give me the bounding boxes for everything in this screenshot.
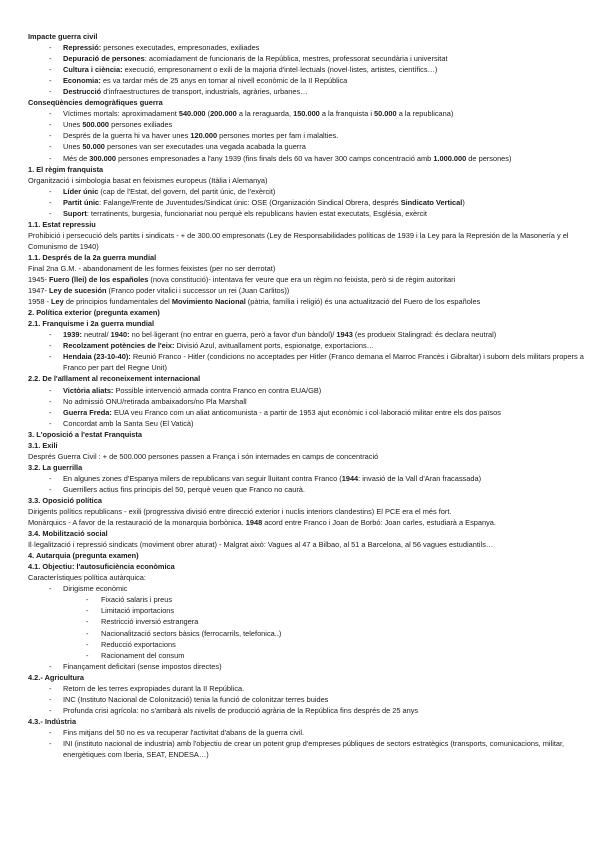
list-item: - Retorn de les terres expropiades durant la II República.: [49, 683, 245, 693]
list-item: - Líder únic (cap de l'Estat, del govern, del partit únic, de l'exèrcit): [49, 186, 276, 196]
list-item: - Finançament deficitari (sense impostos directes): [49, 661, 222, 671]
list-item: - Després de la guerra hi va haver unes 120.000 persones mortes per fam i malalties.: [49, 131, 339, 141]
section-title: 4.2.- Agricultura: [28, 672, 84, 682]
sub-list-item: - Racionament del consum: [86, 650, 185, 660]
document: [28, 31, 584, 760]
list-item: - 1939: neutral/ 1940: no bel·ligerant (no entrar en guerra, però a favor d'un bàndol)/ 1943 (es produeix Stalingrad: és declara neutral): [49, 330, 497, 340]
list-item: - Repressió: persones executades, empresonades, exiliades: [49, 43, 260, 53]
section-title: 2.1. Franquisme i 2a guerra mundial: [28, 319, 155, 329]
bullet: -: [49, 54, 52, 64]
list-item: - Més de 300.000 persones empresonades a l'any 1939 (fins finals dels 60 va haver 300 camps concentració amb 1.000.000 de persones): [49, 153, 512, 163]
paragraph: 1947- Ley de sucesión (Franco poder vitalici i successor un rei (Juan Carlitos)): [28, 286, 290, 296]
paragraph: 1958 - Ley de principios fundamentales del Movimiento Nacional (pàtria, família i religió) és una actualització del Fuero de los españoles: [28, 297, 481, 307]
list-item: - Destrucció d'infraestructures de transport, industrials, agràries, urbanes…: [49, 87, 308, 97]
section-title: 4.1. Objectiu: l'autosuficiència econòmica: [28, 562, 175, 572]
section-title: 3.4. Mobilització social: [28, 529, 108, 539]
list-item: - Victòria aliats: Possible intervenció armada contra Franco en contra EUA/GB): [49, 385, 322, 395]
list-item: - No admissió ONU/retirada ambaixadors/no Pla Marshall: [49, 396, 247, 406]
list-item: - INC (Instituto Nacional de Colonització) tenia la funció de colonitzar terres buides: [49, 694, 329, 704]
list-item: - Hendaia (23-10-40): Reunió Franco - Hitler (condicions no acceptades per Hitler (Franco demana el Marroc Francès i Gibraltar) i suborn dels militars propers a Franco per part del Regne Unit): [49, 352, 584, 373]
paragraph: Il·legalització i repressió sindicats (moviment obrer aturat) - Malgrat això: Vagues al 47 a Bilbao, al 51 a Barcelona, al 56 vagues estudiantils…: [28, 540, 494, 550]
list-item: - Recolzament potències de l'eix: Divisió Azul, avituallament ports, espionatge, exportacions…: [49, 341, 375, 351]
sub-list-item: - Reducció exportacions: [86, 639, 176, 649]
section-title: 2.2. De l'aïllament al reconeixement internacional: [28, 374, 201, 384]
section-title: 4.3.- Indústria: [28, 716, 77, 726]
section-title: 1. El règim franquista: [28, 164, 104, 174]
bullet: -: [49, 76, 52, 86]
bullet: -: [49, 65, 52, 75]
paragraph: 1945- Fuero (llei) de los españoles (nova constitució)- intentava fer veure que era un règim no feixista, però si de règim autoritari: [28, 275, 456, 285]
section-title: 4. Autarquia (pregunta examen): [28, 551, 139, 561]
section-title: 1.1. Estat repressiu: [28, 219, 96, 229]
list-item: - Guerra Freda: EUA veu Franco com un aliat anticomunista - a partir de 1953 ajut econòmic i col·laboració militar entre els dos països: [49, 407, 501, 417]
section-title: Impacte guerra civil: [28, 32, 98, 41]
section-title: 3.1. Exili: [28, 440, 58, 450]
paragraph: Organització i simbologia basat en feixismes europeus (Itàlia i Alemanya): [28, 175, 268, 185]
section-title: Conseqüències demogràfiques guerra: [28, 98, 163, 108]
list-item: - Concordat amb la Santa Seu (El Vaticà): [49, 418, 194, 428]
list-item: - Cultura i ciència: execució, empresonament o exili de la majoria d'intel·lectuals (novel·listes, artistes, científics…): [49, 65, 438, 75]
list-item: - Víctimes mortals: aproximadament 540.000 (200.000 a la reraguarda, 150.000 a la franquista i 50.000 a la republicana): [49, 109, 454, 119]
list-item: - Partit únic: Falange/Frente de Juventudes/Sindicat únic: OSE (Organización Sindical Obrera, després Sindicato Vertical): [49, 197, 465, 207]
section-title: 2. Política exterior (pregunta examen): [28, 308, 160, 318]
sub-list-item: - Restricció inversió estrangera: [86, 617, 199, 627]
section-title: 3. L'oposició a l'estat Franquista: [28, 429, 142, 439]
paragraph: Dirigents polítics republicans - exili (progressiva divisió entre direcció exterior i nuclis interiors clandestins) El PCE era el més fort.: [28, 507, 452, 517]
list-item: - Guerrillers actius fins principis del 50, perquè veuen que Franco no caurà.: [49, 484, 305, 494]
list-item: - Dirigisme econòmic: [49, 584, 128, 594]
paragraph: Característiques política autàrquica:: [28, 573, 146, 583]
list-item: - Economia: es va tardar més de 25 anys en tornar al nivell econòmic de la II República: [49, 76, 348, 86]
list-item: - En algunes zones d'Espanya milers de republicans van seguir lluitant contra Franco (1944: invasió de la Vall d'Aran fracassada): [49, 473, 482, 483]
sub-list-item: - Limitació importacions: [86, 606, 175, 616]
section-title: 3.2. La guerrilla: [28, 462, 83, 472]
list-item: - Profunda crisi agrícola: no s'arribarà als nivells de producció agrària de la República fins després de 25 anys: [49, 705, 419, 715]
list-item: - Unes 50.000 persones van ser executades una vegada acabada la guerra: [49, 142, 306, 152]
section-title: 1.1. Després de la 2a guerra mundial: [28, 252, 157, 262]
paragraph: Monàrquics - A favor de la restauració de la monarquia borbònica. 1948 acord entre Franco i Joan de Borbó: Joan carles, estudiarà a Espanya.: [28, 518, 496, 528]
list-item: - Fins mitjans del 50 no es va recuperar l'activitat d'abans de la guerra civil.: [49, 727, 305, 737]
paragraph: Final 2na G.M. - abandonament de les formes feixistes (per no ser derrotat): [28, 263, 276, 273]
bullet: -: [49, 43, 52, 53]
list-item: - Unes 500.000 persones exiliades: [49, 120, 173, 130]
list-item: - Suport: terratinents, burgesia, funcionariat nou perquè els republicans havien estat executats, Església, exèrcit: [49, 208, 427, 218]
paragraph: Després Guerra Civil : + de 500.000 persones passen a França i són internades en camps de concentració: [28, 451, 379, 461]
paragraph: Prohibició i persecució dels partits i sindicats - + de 300.00 empresonats (Ley de Responsabilidades políticas de 1939 i la Ley para la Represión de la Masonería y el Comunismo de 1940): [28, 230, 569, 251]
list-item: - INI (instituto nacional de industria) amb l'objectiu de crear un potent grup d'empreses públiques de sectors estratègics (transports, comunicacions, militar, energètiques com Iberia, SEAT, ENDESA…): [49, 739, 565, 760]
sub-list-item: - Fixació salaris i preus: [86, 595, 173, 605]
sub-list-item: - Nacionalització sectors bàsics (ferrocarrils, telefonica..): [86, 628, 282, 638]
bullet: -: [49, 87, 52, 97]
section-title: 3.3. Oposició política: [28, 495, 102, 505]
list-item: - Depuració de persones: acomiadament de funcionaris de la República, mestres, professorat secundària i universitat: [49, 54, 448, 64]
